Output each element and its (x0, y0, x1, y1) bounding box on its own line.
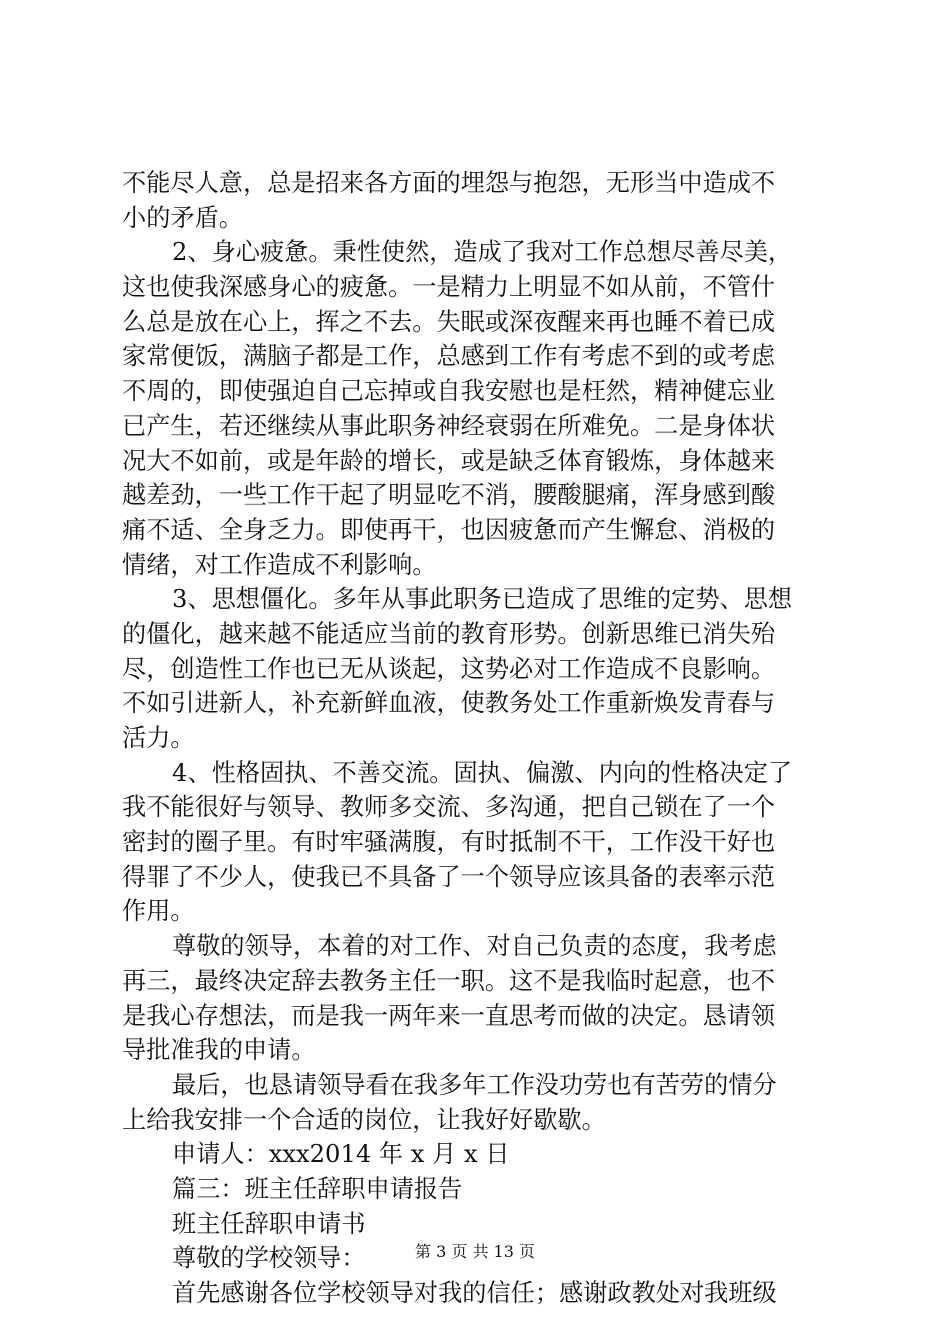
text-line: 尊敬的学校领导： (172, 1244, 366, 1273)
text-line: 这也使我深感身心的疲惫。一是精力上明显不如从前，不管什 (122, 273, 776, 302)
text-line: 上给我安排一个合适的岗位，让我好好歇歇。 (122, 1105, 606, 1134)
text-line: 4、性格固执、不善交流。固执、偏激、内向的性格决定了 (172, 758, 793, 787)
text-line: 导批准我的申请。 (122, 1036, 316, 1065)
text-line: 不如引进新人，补充新鲜血液，使教务处工作重新焕发青春与 (122, 689, 776, 718)
text-line: 3、思想僵化。多年从事此职务已造成了思维的定势、思想 (172, 585, 793, 614)
text-line: 情绪，对工作造成不利影响。 (122, 550, 437, 579)
page-footer: 第 3 页 共 13 页 (415, 1242, 535, 1261)
text-line: 尊敬的领导，本着的对工作、对自己负责的态度，我考虑 (172, 932, 777, 961)
text-line: 首先感谢各位学校领导对我的信任；感谢政教处对我班级 (172, 1279, 777, 1307)
text-line: 作用。 (122, 897, 195, 926)
text-line: 活力。 (122, 724, 195, 752)
text-line: 况大不如前，或是年龄的增长，或是缺乏体育锻炼，身体越来 (122, 446, 776, 475)
text-line: 么总是放在心上，挥之不去。失眠或深夜醒来再也睡不着已成 (122, 307, 776, 336)
text-line: 是我心存想法，而是我一两年来一直思考而做的决定。恳请领 (122, 1001, 776, 1030)
text-line: 越差劲，一些工作干起了明显吃不消，腰酸腿痛，浑身感到酸 (122, 481, 776, 510)
text-line: 2、身心疲惫。秉性使然，造成了我对工作总想尽善尽美， (172, 238, 793, 267)
text-line: 申请人：xxx2014 年 x 月 x 日 (172, 1140, 510, 1169)
text-line: 再三，最终决定辞去教务主任一职。这不是我临时起意，也不 (122, 966, 776, 995)
text-line: 班主任辞职申请书 (172, 1209, 366, 1238)
text-line: 的僵化，越来越不能适应当前的教育形势。创新思维已消失殆 (122, 619, 776, 648)
text-line: 最后，也恳请领导看在我多年工作没功劳也有苦劳的情分 (172, 1070, 777, 1099)
text-line: 小的矛盾。 (122, 203, 243, 232)
text-line: 家常便饭，满脑子都是工作，总感到工作有考虑不到的或考虑 (122, 342, 776, 371)
document-body (122, 166, 832, 1311)
text-line: 篇三：班主任辞职申请报告 (172, 1174, 463, 1203)
text-line: 已产生，若还继续从事此职务神经衰弱在所难免。二是身体状 (122, 411, 776, 440)
text-line: 不能尽人意，总是招来各方面的埋怨与抱怨，无形当中造成不 (122, 169, 776, 197)
text-line: 尽，创造性工作也已无从谈起，这势必对工作造成不良影响。 (122, 654, 776, 683)
text-line: 得罪了不少人，使我已不具备了一个领导应该具备的表率示范 (122, 862, 776, 891)
text-line: 密封的圈子里。有时牢骚满腹，有时抵制不干，工作没干好也 (122, 828, 776, 857)
text-line: 不周的，即使强迫自己忘掉或自我安慰也是枉然，精神健忘业 (122, 377, 776, 406)
text-line: 痛不适、全身乏力。即使再干，也因疲惫而产生懈怠、消极的 (122, 515, 776, 544)
text-line: 我不能很好与领导、教师多交流、多沟通，把自己锁在了一个 (122, 793, 776, 822)
